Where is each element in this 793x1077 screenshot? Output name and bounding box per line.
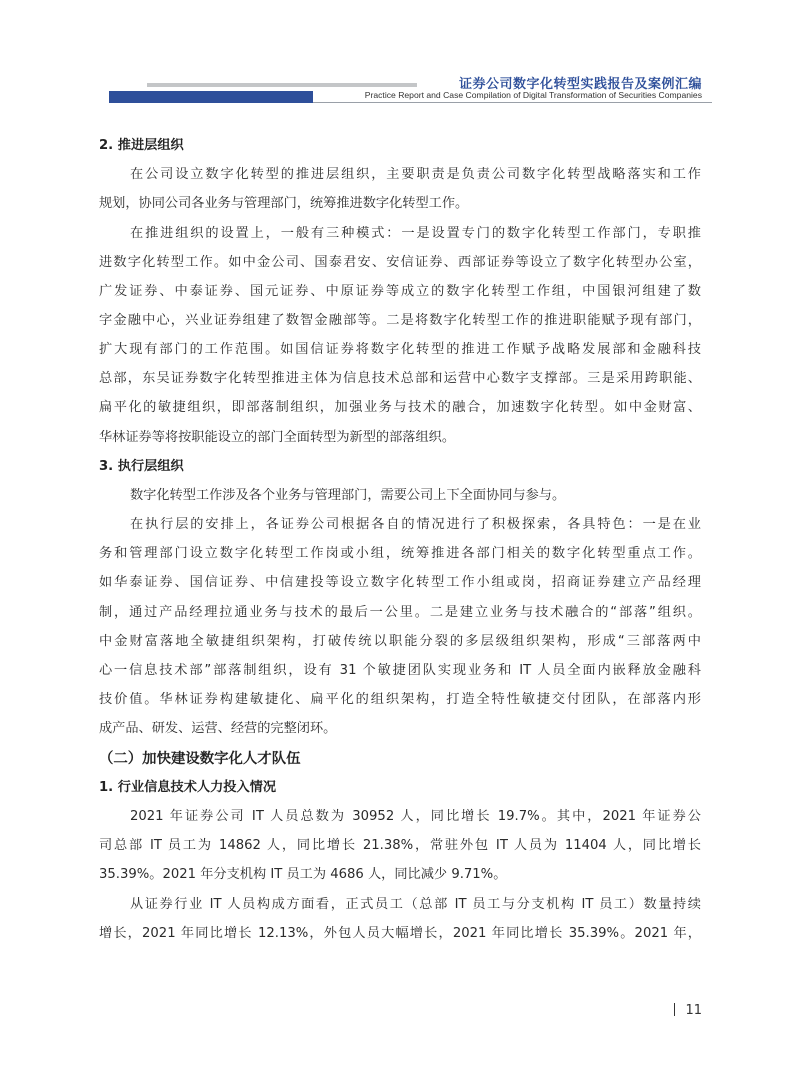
paragraph-line: 扩大现有部门的工作范围。如国信证券将数字化转型的推进工作赋予战略发展部和金融科技 [99, 342, 701, 357]
section-heading-execution-layer: 3. 执行层组织 [99, 459, 184, 474]
paragraph-line: 广发证券、中泰证券、国元证券、中原证券等成立的数字化转型工作组，中国银河组建了数 [99, 284, 701, 299]
section-heading-promotion-layer: 2. 推进层组织 [99, 138, 184, 153]
paragraph-line: 2021 年证券公司 IT 人员总数为 30952 人，同比增长 19.7%。其中，2021 年证券公 [130, 809, 701, 824]
paragraph-line: 35.39%。2021 年分支机构 IT 员工为 4686 人，同比减少 9.71%。 [99, 867, 507, 882]
paragraph-line: 心一信息技术部”部落制组织，设有 31 个敏捷团队实现业务和 IT 人员全面内嵌释放金融科 [99, 663, 701, 678]
paragraph-line: 务和管理部门设立数字化转型工作岗或小组，统筹推进各部门相关的数字化转型重点工作。 [99, 546, 701, 561]
running-header-title: 证券公司数字化转型实践报告及案例汇编 [458, 77, 702, 92]
page-number [674, 1003, 702, 1018]
paragraph-line: 技价值。华林证券构建敏捷化、扁平化的组织架构，打造全特性敏捷交付团队，在部落内形 [99, 692, 701, 707]
paragraph-line: 在推进组织的设置上，一般有三种模式：一是设置专门的数字化转型工作部门，专职推 [130, 226, 701, 241]
header-rule [313, 102, 712, 103]
paragraph-line: 在执行层的安排上，各证券公司根据各自的情况进行了积极探索，各具特色：一是在业 [130, 517, 701, 532]
page-number-divider [674, 1003, 676, 1016]
paragraph-line: 规划，协同公司各业务与管理部门，统筹推进数字化转型工作。 [99, 196, 469, 211]
header-gray-bar [147, 83, 417, 87]
paragraph-line: 华林证券等将按职能设立的部门全面转型为新型的部落组织。 [99, 430, 456, 445]
paragraph-line: 司总部 IT 员工为 14862 人，同比增长 21.38%，常驻外包 IT 人员为 11404 人，同比增长 [99, 838, 701, 853]
paragraph-line: 扁平化的敏捷组织，即部落制组织，加强业务与技术的融合，加速数字化转型。如中金财富、 [99, 400, 701, 415]
section-heading-talent-team: （二）加快建设数字化人才队伍 [99, 751, 301, 767]
paragraph-line: 总部，东吴证券数字化转型推进主体为信息技术总部和运营中心数字支撑部。三是采用跨职能、 [99, 371, 701, 386]
paragraph-line: 在公司设立数字化转型的推进层组织，主要职责是负责公司数字化转型战略落实和工作 [130, 167, 701, 182]
paragraph-line: 中金财富落地全敏捷组织架构，打破传统以职能分裂的多层级组织架构，形成“三部落两中 [99, 634, 701, 649]
page-number-value: 11 [685, 1003, 702, 1018]
section-heading-it-manpower: 1. 行业信息技术人力投入情况 [99, 780, 277, 795]
paragraph-line: 数字化转型工作涉及各个业务与管理部门，需要公司上下全面协同与参与。 [130, 488, 566, 503]
paragraph-line: 从证券行业 IT 人员构成方面看，正式员工（总部 IT 员工与分支机构 IT 员工）数量持续 [130, 897, 701, 912]
paragraph-line: 如华泰证券、国信证券、中信建投等设立数字化转型工作小组或岗，招商证券建立产品经理 [99, 575, 701, 590]
paragraph-line: 字金融中心，兴业证券组建了数智金融部等。二是将数字化转型工作的推进职能赋予现有部门， [99, 313, 701, 328]
running-header-subtitle: Practice Report and Case Compilation of Digital Transformation of Securities Companies [364, 90, 702, 100]
paragraph-line: 成产品、研发、运营、经营的完整闭环。 [99, 721, 337, 736]
header-blue-bar [109, 91, 313, 103]
paragraph-line: 增长，2021 年同比增长 12.13%，外包人员大幅增长，2021 年同比增长 35.39%。2021 年， [99, 926, 701, 941]
paragraph-line: 制，通过产品经理拉通业务与技术的最后一公里。二是建立业务与技术融合的“部落”组织。 [99, 605, 701, 620]
paragraph-line: 进数字化转型工作。如中金公司、国泰君安、安信证券、西部证券等设立了数字化转型办公室， [99, 255, 701, 270]
